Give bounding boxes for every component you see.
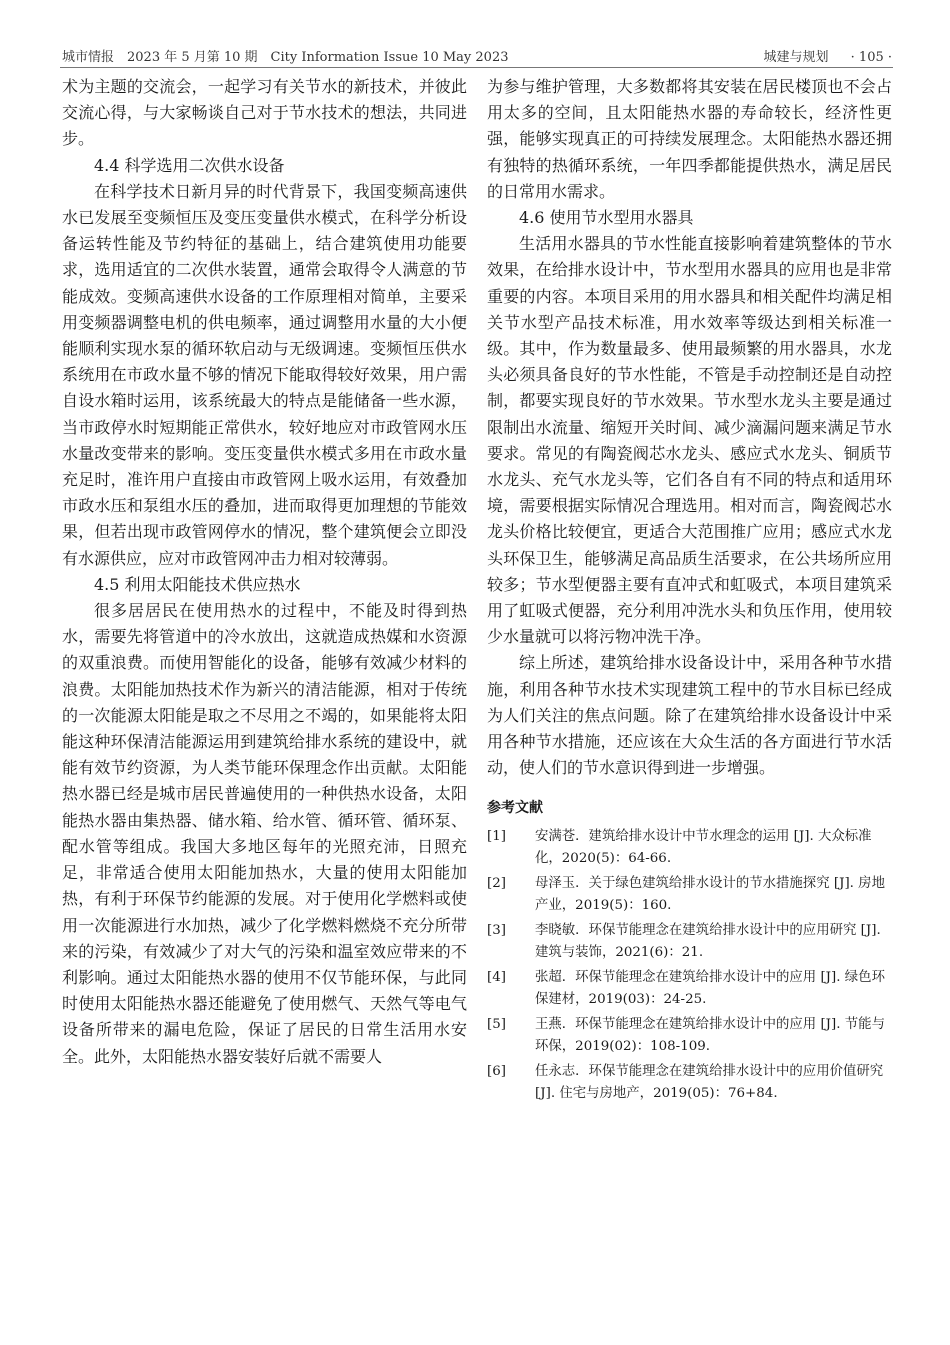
paragraph-4-4: 在科学技术日新月异的时代背景下，我国变频高速供水已发展至变频恒压及变压变量供水模式，在科学分析设备运转性能及节约特征的基础上，结合建筑使用功能要求，选用适宜的二次供水装置，通常会取得令人满意的节能成效。变频高速供水设备的工作原理相对简单，主要采用变频器调整电机的供电频率，通过调整用水量的大小便能顺利实现水泵的循环软启动与无级调速。变频恒压供水系统用在市政水量不够的情况下能取得较好效果，用户需自设水箱时运用，该系统最大的特点是能储备一些水源，当市政停水时短期能正常供水，较好地应对市政管网水压水量改变带来的影响。变压变量供水模式多用在市政水量充足时，准许用户直接由市政管网上吸水运用，有效叠加市政水压和泵组水压的叠加，进而取得更加理想的节能效果，但若出现市政管网停水的情况，整个建筑便会立即没有水源供应，应对市政管网冲击力相对较薄弱。: [62, 181, 467, 568]
paragraph-4-5: 很多居居民在使用热水的过程中，不能及时得到热水，需要先将管道中的冷水放出，这就造成热媒和水资源的双重浪费。而使用智能化的设备，能够有效减少材料的浪费。太阳能加热技术作为新兴的清洁能源，相对于传统的一次能源太阳能是取之不尽用之不竭的，如果能将太阳能这种环保清洁能源运用到建筑给排水系统的建设中，就能有效节约资源，为人类节能环保理念作出贡献。太阳能热水器已经是城市居民普遍使用的一种供热水设备，太阳能热水器由集热器、储水箱、给水管、循环管、循环泵、配水管等组成。我国大多地区每年的光照充沛，日照充足，非常适合使用太阳能加热水，大量的使用太阳能加热，有利于环保节约能源的发展。对于使用化学燃料或使用一次能源进行水加热，减少了化学燃料燃烧不充分所带来的污染，有效减少了对大气的污染和温室效应带来的不利影响。通过太阳能热水器的使用不仅节能环保，与此同时使用太阳能热水器还能避免了使用燃气、天然气等电气设备所带来的漏电危险，保证了居民的日常生活用水安全。此外，太阳能热水器安装好后就不需要人: [62, 601, 467, 1066]
journal-info: 城市情报 2023 年 5 月第 10 期 City Information Issue 10 May 2023: [62, 50, 509, 65]
header-right: [746, 46, 893, 65]
page-number: · 105 ·: [850, 50, 892, 65]
left-column: [62, 74, 467, 1070]
reference-text: 王燕．环保节能理念在建筑给排水设计中的应用 [J]. 节能与环保，2019(02)：108-109.: [535, 1016, 885, 1055]
reference-item: [487, 873, 892, 918]
reference-number: [4]: [487, 969, 506, 985]
section-heading-4-6: 4.6 使用节水型用水器具: [519, 208, 694, 228]
reference-number: [1]: [487, 828, 506, 844]
reference-number: [3]: [487, 922, 506, 938]
page-header: [62, 44, 892, 66]
reference-text: 李晓敏．环保节能理念在建筑给排水设计中的应用研究 [J]. 建筑与装饰，2021(6)：21.: [535, 922, 881, 961]
reference-item: [487, 826, 892, 871]
reference-item: [487, 920, 892, 965]
reference-item: [487, 1014, 892, 1059]
reference-number: [2]: [487, 875, 506, 891]
reference-number: [5]: [487, 1016, 506, 1032]
paragraph-4-6: 生活用水器具的节水性能直接影响着建筑整体的节水效果，在给排水设计中，节水型用水器具的应用也是非常重要的内容。本项目采用的用水器具和相关配件均满足相关节水型产品技术标准，用水效率等级达到相关标准一级。其中，作为数量最多、使用最频繁的用水器具，水龙头必须具备良好的节水性能，不管是手动控制还是自动控制，都要实现良好的节水效果。节水型水龙头主要是通过限制出水流量、缩短开关时间、减少滴漏问题来满足节水要求。常见的有陶瓷阀芯水龙头、感应式水龙头、铜质节水龙头、充气水龙头等，它们各自有不同的特点和适用环境，需要根据实际情况合理选用。相对而言，陶瓷阀芯水龙头价格比较便宜，更适合大范围推广应用；感应式水龙头环保卫生，能够满足高品质生活要求，在公共场所应用较多；节水型便器主要有直冲式和虹吸式，本项目建筑采用了虹吸式便器，充分利用冲洗水头和负压作用，使用较少水量就可以将污物冲洗干净。: [487, 234, 892, 647]
references-title: 参考文献: [487, 800, 543, 817]
reference-item: [487, 1061, 892, 1106]
reference-text: 安满苍．建筑给排水设计中节水理念的运用 [J]. 大众标准化，2020(5)：64-66.: [535, 828, 872, 867]
continued-paragraph-right: 为参与维护管理，大多数都将其安装在居民楼顶也不会占用太多的空间，且太阳能热水器的寿命较长，经济性更强，能够实现真正的可持续发展理念。太阳能热水器还拥有独特的热循环系统，一年四季都能提供热水，满足居民的日常用水需求。: [487, 77, 892, 201]
reference-text: 母泽玉．关于绿色建筑给排水设计的节水措施探究 [J]. 房地产业，2019(5)：160.: [535, 875, 885, 914]
reference-item: [487, 967, 892, 1012]
header-rule: [60, 67, 893, 68]
reference-text: 张超．环保节能理念在建筑给排水设计中的应用 [J]. 绿色环保建材，2019(03)：24-25.: [535, 969, 885, 1008]
reference-text: 任永志．环保节能理念在建筑给排水设计中的应用价值研究 [J]. 住宅与房地产，2019(05)：76+84.: [535, 1063, 884, 1102]
continued-paragraph: 术为主题的交流会，一起学习有关节水的新技术，并彼此交流心得，与大家畅谈自己对于节水技术的想法，共同进步。: [62, 77, 467, 149]
section-heading-4-5: 4.5 利用太阳能技术供应热水: [94, 574, 301, 594]
section-name: 城建与规划: [763, 50, 829, 65]
section-heading-4-4: 4.4 科学选用二次供水设备: [94, 155, 285, 175]
reference-number: [6]: [487, 1063, 506, 1079]
right-column: [487, 74, 892, 1108]
references-list: [487, 826, 892, 1106]
summary-paragraph: 综上所述，建筑给排水设备设计中，采用各种节水措施，利用各种节水技术实现建筑工程中的节水目标已经成为人们关注的焦点问题。除了在建筑给排水设备设计中采用各种节水措施，还应该在大众生活的各方面进行节水活动，使人们的节水意识得到进一步增强。: [487, 653, 892, 778]
